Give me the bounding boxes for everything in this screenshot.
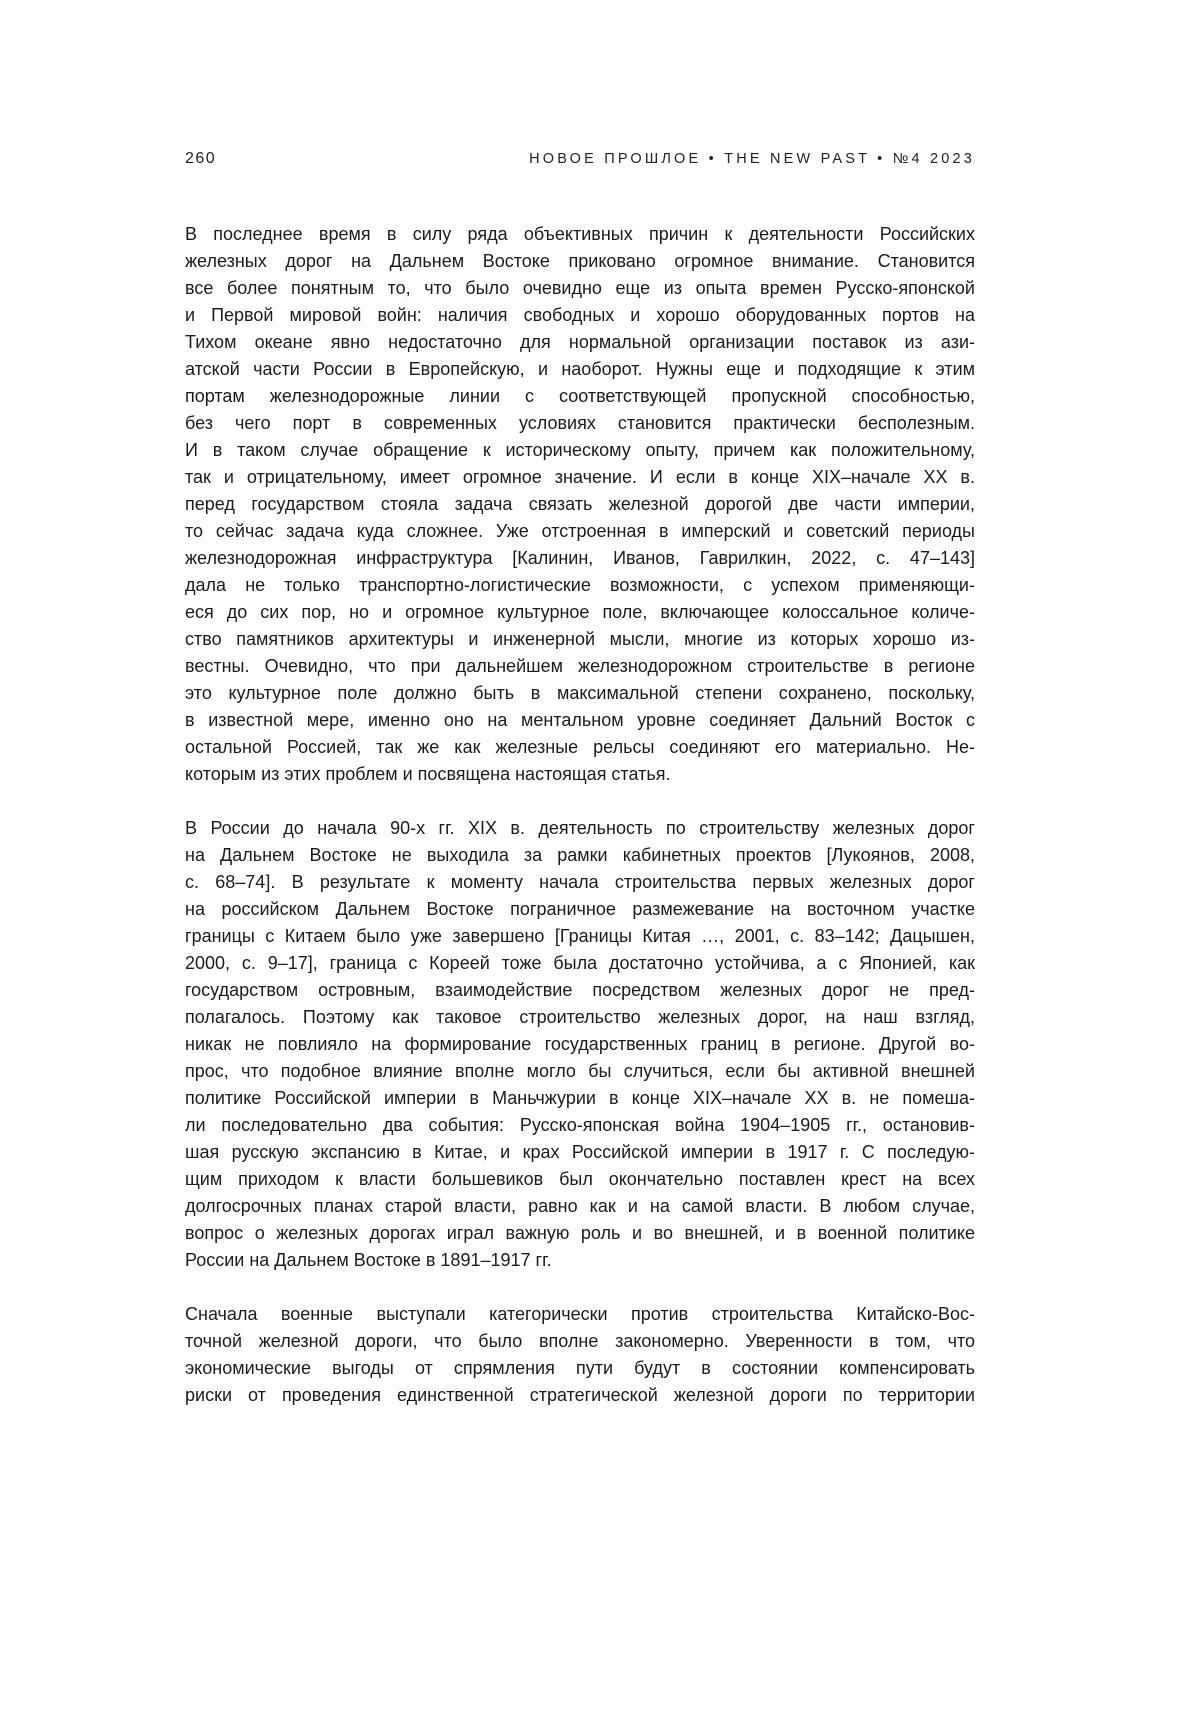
text-line: еся до сих пор, но и огромное культурное поле, включающее колоссальное количе- [185, 602, 975, 622]
text-line: Тихом океане явно недостаточно для нормальной организации поставок из ази- [185, 332, 975, 352]
text-line: щим приходом к власти большевиков был окончательно поставлен крест на всех [185, 1169, 975, 1189]
text-line: атской части России в Европейскую, и наоборот. Нужны еще и подходящие к этим [185, 359, 975, 379]
text-line: границы с Китаем было уже завершено [Границы Китая …, 2001, с. 83–142; Дацышен, [185, 926, 975, 946]
text-line: 2000, с. 9–17], граница с Кореей тоже была достаточно устойчива, а с Японией, как [185, 953, 975, 973]
text-line: ство памятников архитектуры и инженерной мысли, многие из которых хорошо из- [185, 629, 975, 649]
text-line: которым из этих проблем и посвящена настоящая статья. [185, 764, 671, 784]
text-line: на российском Дальнем Востоке пограничное размежевание на восточном участке [185, 899, 975, 919]
page-number: 260 [185, 150, 217, 167]
text-line: В России до начала 90-х гг. XIX в. деятельность по строительству железных дорог [185, 818, 975, 838]
page-header [185, 150, 975, 168]
text-line: и Первой мировой войн: наличия свободных и хорошо оборудованных портов на [185, 305, 975, 325]
text-line: В последнее время в силу ряда объективных причин к деятельности Российских [185, 224, 975, 244]
text-line: перед государством стояла задача связать железной дорогой две части империи, [185, 494, 975, 514]
text-line: в известной мере, именно оно на ментальном уровне соединяет Дальний Восток с [185, 710, 975, 730]
text-line: так и отрицательному, имеет огромное значение. И если в конце XIX–начале XX в. [185, 467, 975, 487]
text-line: России на Дальнем Востоке в 1891–1917 гг. [185, 1250, 552, 1270]
text-line: это культурное поле должно быть в максимальной степени сохранено, поскольку, [185, 683, 975, 703]
text-line: политике Российской империи в Маньчжурии в конце XIX–начале XX в. не помеша- [185, 1088, 975, 1108]
text-line: полагалось. Поэтому как таковое строительство железных дорог, на наш взгляд, [185, 1007, 975, 1027]
text-line: остальной Россией, так же как железные рельсы соединяют его материально. Не- [185, 737, 975, 757]
text-line: шая русскую экспансию в Китае, и крах Российской империи в 1917 г. С последую- [185, 1142, 975, 1162]
journal-title: НОВОЕ ПРОШЛОЕ • THE NEW PAST • №4 2023 [529, 151, 975, 167]
article-body [185, 221, 975, 1436]
text-line: с. 68–74]. В результате к моменту начала строительства первых железных дорог [185, 872, 975, 892]
text-line: все более понятным то, что было очевидно еще из опыта времен Русско-японской [185, 278, 975, 298]
text-line: вестны. Очевидно, что при дальнейшем железнодорожном строительстве в регионе [185, 656, 975, 676]
text-line: дала не только транспортно-логистические возможности, с успехом применяющи- [185, 575, 975, 595]
text-line: никак не повлияло на формирование государственных границ в регионе. Другой во- [185, 1034, 975, 1054]
text-line: экономические выгоды от спрямления пути будут в состоянии компенсировать [185, 1358, 975, 1378]
paragraph [185, 1301, 975, 1409]
text-line: И в таком случае обращение к историческому опыту, причем как положительному, [185, 440, 975, 460]
text-line: ли последовательно два события: Русско-японская война 1904–1905 гг., остановив- [185, 1115, 975, 1135]
text-line: риски от проведения единственной стратегической железной дороги по территории [185, 1385, 975, 1405]
text-line: прос, что подобное влияние вполне могло бы случиться, если бы активной внешней [185, 1061, 975, 1081]
paragraph [185, 221, 975, 788]
text-line: железнодорожная инфраструктура [Калинин, Иванов, Гаврилкин, 2022, с. 47–143] [185, 548, 975, 568]
text-line: долгосрочных планах старой власти, равно как и на самой власти. В любом случае, [185, 1196, 975, 1216]
text-line: Сначала военные выступали категорически против строительства Китайско-Вос- [185, 1304, 975, 1324]
paragraph [185, 815, 975, 1274]
text-line: то сейчас задача куда сложнее. Уже отстроенная в имперский и советский периоды [185, 521, 975, 541]
text-line: портам железнодорожные линии с соответствующей пропускной способностью, [185, 386, 975, 406]
text-line: точной железной дороги, что было вполне закономерно. Уверенности в том, что [185, 1331, 975, 1351]
text-line: на Дальнем Востоке не выходила за рамки кабинетных проектов [Лукоянов, 2008, [185, 845, 975, 865]
text-line: железных дорог на Дальнем Востоке приковано огромное внимание. Становится [185, 251, 975, 271]
text-line: государством островным, взаимодействие посредством железных дорог не пред- [185, 980, 975, 1000]
text-line: вопрос о железных дорогах играл важную роль и во внешней, и в военной политике [185, 1223, 975, 1243]
text-line: без чего порт в современных условиях становится практически бесполезным. [185, 413, 975, 433]
